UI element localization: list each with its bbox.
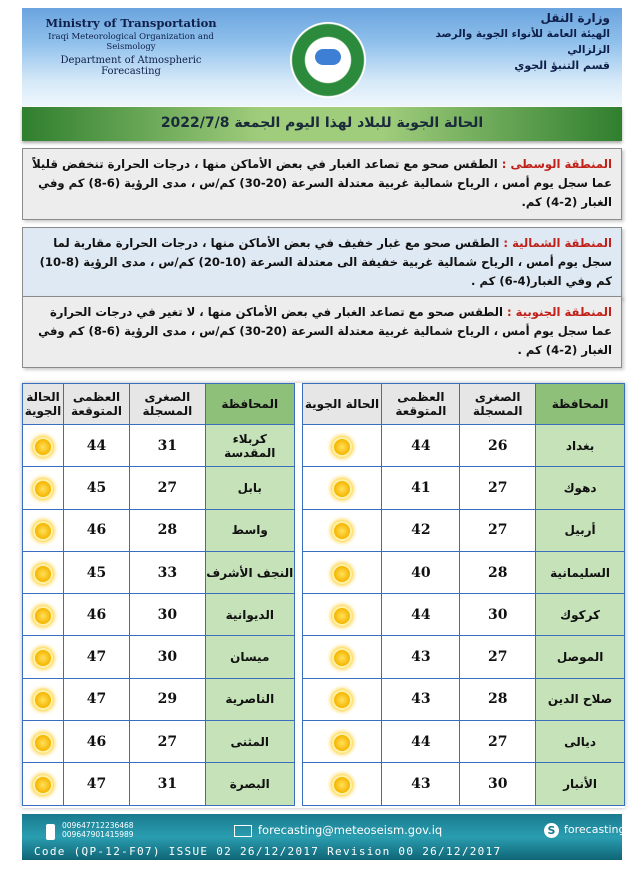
forecast-title-bar (22, 107, 622, 141)
province-name: دهوك (536, 467, 625, 509)
weather-cell (302, 467, 382, 509)
footer-bar (22, 814, 626, 860)
organization-logo (290, 22, 366, 98)
min-temp: 30 (460, 763, 536, 805)
province-name: ديالى (536, 721, 625, 763)
min-temp: 27 (129, 467, 205, 509)
province-name: البصرة (205, 763, 294, 805)
province-name: السليمانية (536, 551, 625, 593)
min-temp: 28 (460, 678, 536, 720)
min-temp: 30 (460, 594, 536, 636)
sun-icon (334, 439, 350, 455)
max-temp: 43 (382, 763, 460, 805)
table-gap (294, 509, 302, 551)
table-gap (294, 721, 302, 763)
table-header-row (23, 384, 625, 425)
max-temp: 47 (64, 678, 130, 720)
province-name: كركوك (536, 594, 625, 636)
header-min-left: الصغرى المسجلة (129, 384, 205, 425)
weather-cell (23, 467, 64, 509)
table-row (23, 678, 625, 720)
weather-cell (23, 509, 64, 551)
min-temp: 26 (460, 425, 536, 467)
document-code: Code (QP-12-F07) ISSUE 02 26/12/2017 Revision 00 26/12/2017 (34, 845, 502, 858)
sun-icon (35, 692, 51, 708)
min-temp: 29 (129, 678, 205, 720)
region-central-text (23, 149, 621, 212)
max-temp: 45 (64, 467, 130, 509)
weather-cell (302, 763, 382, 805)
min-temp: 31 (129, 763, 205, 805)
province-name: الأنبار (536, 763, 625, 805)
min-temp: 30 (129, 594, 205, 636)
min-temp: 27 (460, 721, 536, 763)
forecast-table-area (22, 383, 625, 808)
min-temp: 33 (129, 551, 205, 593)
min-temp: 27 (460, 636, 536, 678)
province-name: ميسان (205, 636, 294, 678)
phone-number-1: 009647712236468 (62, 821, 134, 830)
header-province-right: المحافظة (536, 384, 625, 425)
min-temp: 30 (129, 636, 205, 678)
table-row (23, 721, 625, 763)
province-name: بغداد (536, 425, 625, 467)
table-row (23, 594, 625, 636)
phone-number-2: 009647901415989 (62, 830, 134, 839)
email-icon (234, 825, 252, 837)
max-temp: 43 (382, 636, 460, 678)
region-south (22, 296, 622, 368)
table-row (23, 509, 625, 551)
sun-icon (334, 735, 350, 751)
sun-icon (334, 777, 350, 793)
province-name: الديوانية (205, 594, 294, 636)
email-address[interactable]: forecasting@meteoseism.gov.iq (258, 823, 443, 837)
max-temp: 40 (382, 551, 460, 593)
ministry-name-en: Ministry of Transportation (45, 16, 217, 30)
sun-icon (35, 608, 51, 624)
header-banner (22, 8, 622, 106)
province-name: الناصرية (205, 678, 294, 720)
max-temp: 42 (382, 509, 460, 551)
sun-icon (35, 650, 51, 666)
min-temp: 27 (460, 509, 536, 551)
organization-name-ar: الهيئة العامة للأنواء الجوية والرصد الزلزالي (435, 28, 610, 56)
max-temp: 44 (64, 425, 130, 467)
weather-cell (23, 551, 64, 593)
max-temp: 43 (382, 678, 460, 720)
region-south-text (23, 297, 621, 360)
sun-icon (35, 481, 51, 497)
department-name-en: Department of Atmospheric Forecasting (60, 55, 202, 77)
weather-cell (23, 425, 64, 467)
sun-icon (334, 692, 350, 708)
max-temp: 46 (64, 509, 130, 551)
english-header (36, 8, 226, 77)
table-row (23, 551, 625, 593)
sun-icon (334, 608, 350, 624)
phone-numbers (62, 821, 134, 839)
weather-cell (23, 763, 64, 805)
weather-cell (302, 636, 382, 678)
header-weather-left: الحالة الجوية (23, 384, 64, 425)
region-central (22, 148, 622, 220)
sun-icon (35, 439, 51, 455)
header-min-right: الصغرى المسجلة (460, 384, 536, 425)
weather-cell (302, 551, 382, 593)
region-north-description: الطقس صحو مع غبار خفيف في بعض الأماكن منها ، درجات الحرارة مقاربة لما سجل يوم أمس ، الرياح شمالية غربية خفيفة الى معتدلة السرعة (10-20) كم/س ، مدى الرؤية (8-10) كم وفي الغبار(4-6) كم . (39, 236, 612, 288)
table-gap (294, 636, 302, 678)
table-row (23, 763, 625, 805)
table-gap (294, 384, 302, 425)
skype-handle[interactable]: forecasting (564, 823, 626, 836)
weather-cell (302, 594, 382, 636)
min-temp: 27 (129, 721, 205, 763)
region-north-text (23, 228, 621, 291)
sun-icon (35, 735, 51, 751)
province-name: كربلاء المقدسة (205, 425, 294, 467)
province-name: النجف الأشرف (205, 551, 294, 593)
weather-cell (302, 509, 382, 551)
max-temp: 47 (64, 636, 130, 678)
table-row (23, 636, 625, 678)
max-temp: 46 (64, 721, 130, 763)
header-weather-right: الحالة الجوية (302, 384, 382, 425)
province-name: واسط (205, 509, 294, 551)
max-temp: 45 (64, 551, 130, 593)
sun-icon (35, 777, 51, 793)
max-temp: 46 (64, 594, 130, 636)
table-gap (294, 594, 302, 636)
forecast-title: الحالة الجوية للبلاد لهذا اليوم الجمعة 2022/7/8 (160, 115, 484, 131)
skype-icon: S (544, 823, 559, 838)
arabic-header (410, 10, 610, 74)
weather-cell (302, 678, 382, 720)
max-temp: 44 (382, 594, 460, 636)
department-name-ar: قسم التنبؤ الجوي (514, 59, 610, 72)
sun-icon (334, 523, 350, 539)
province-name: الموصل (536, 636, 625, 678)
sun-icon (334, 481, 350, 497)
max-temp: 44 (382, 721, 460, 763)
weather-cell (23, 721, 64, 763)
min-temp: 31 (129, 425, 205, 467)
max-temp: 44 (382, 425, 460, 467)
region-central-description: الطقس صحو مع تصاعد الغبار في بعض الأماكن منها ، درجات الحرارة تنخفض قليلاً عما سجل يوم أمس ، الرياح شمالية غربية معتدلة السرعة (20-30) كم/س ، مدى الرؤية (6-8) كم وفي الغبار (2-4) كم. (32, 157, 612, 209)
province-name: بابل (205, 467, 294, 509)
ministry-name-ar: وزارة النقل (540, 11, 610, 25)
weather-cell (23, 636, 64, 678)
province-name: المثنى (205, 721, 294, 763)
max-temp: 41 (382, 467, 460, 509)
table-gap (294, 678, 302, 720)
header-max-left: العظمى المتوقعة (64, 384, 130, 425)
region-central-name: المنطقة الوسطى : (501, 157, 612, 171)
weather-cell (302, 425, 382, 467)
weather-cell (23, 678, 64, 720)
sun-icon (334, 566, 350, 582)
min-temp: 27 (460, 467, 536, 509)
province-name: أربيل (536, 509, 625, 551)
table-gap (294, 467, 302, 509)
sun-icon (334, 650, 350, 666)
header-province-left: المحافظة (205, 384, 294, 425)
table-row (23, 425, 625, 467)
region-south-description: الطقس صحو مع تصاعد الغبار في بعض الأماكن منها ، لا تغير في درجات الحرارة عما سجل يوم أمس ، الرياح شمالية غربية معتدلة السرعة (20-30) كم/س ، مدى الرؤية (6-8) كم وفي الغبار (2-4) كم . (38, 305, 612, 357)
header-max-right: العظمى المتوقعة (382, 384, 460, 425)
province-name: صلاح الدين (536, 678, 625, 720)
organization-name-en: Iraqi Meteorological Organization and Seismology (48, 32, 214, 52)
table-row (23, 467, 625, 509)
forecast-table (22, 383, 625, 806)
region-south-name: المنطقة الجنوبية : (506, 305, 612, 319)
phone-icon (46, 824, 55, 840)
table-gap (294, 551, 302, 593)
region-north-name: المنطقة الشمالية : (503, 236, 612, 250)
min-temp: 28 (460, 551, 536, 593)
table-gap (294, 763, 302, 805)
min-temp: 28 (129, 509, 205, 551)
region-north (22, 227, 622, 299)
table-gap (294, 425, 302, 467)
max-temp: 47 (64, 763, 130, 805)
sun-icon (35, 523, 51, 539)
sun-icon (35, 566, 51, 582)
logo-emblem-icon (315, 49, 341, 65)
weather-cell (23, 594, 64, 636)
weather-cell (302, 721, 382, 763)
